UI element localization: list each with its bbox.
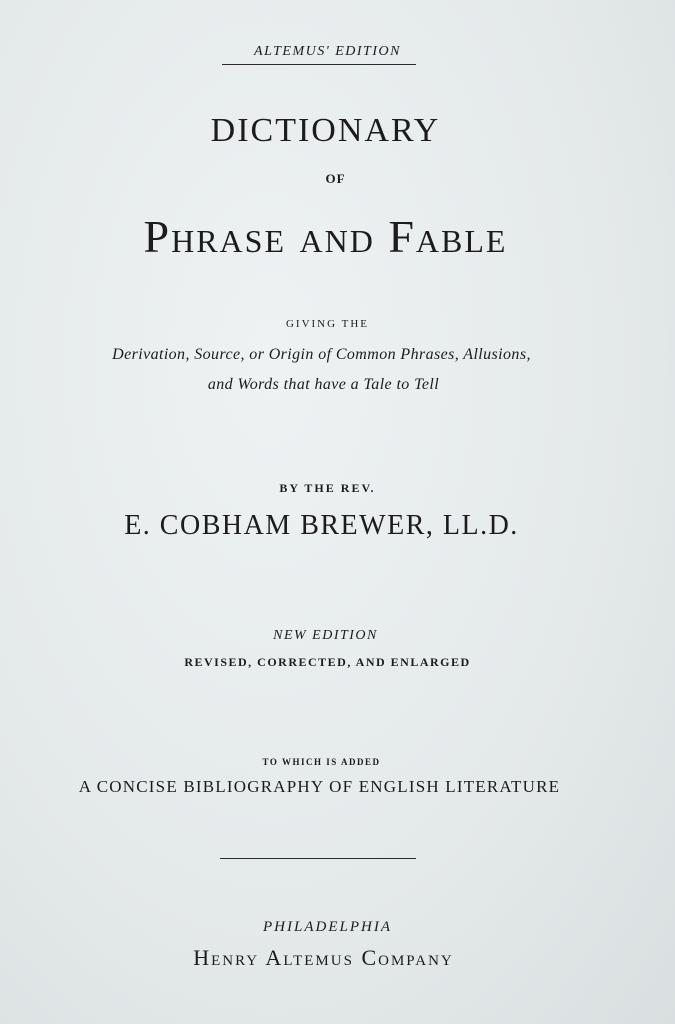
subtitle-line-2: and Words that have a Tale to Tell [207, 376, 440, 393]
edition-label: ALTEMUS' EDITION [254, 44, 401, 59]
divider-rule [220, 858, 416, 859]
author-name: E. COBHAM BREWER, LL.D. [124, 510, 519, 541]
subtitle-line-1: Derivation, Source, or Origin of Common Phrases, Allusions, [112, 346, 531, 363]
publisher-city: PHILADELPHIA [263, 919, 392, 935]
publisher-name: Henry Altemus Company [193, 945, 454, 970]
new-edition-label: NEW EDITION [273, 628, 378, 643]
book-title-dictionary: DICTIONARY [210, 112, 441, 149]
book-title-main: Phrase and Fable [143, 211, 508, 262]
by-the-rev-label: BY THE REV. [279, 481, 376, 495]
revised-note: REVISED, CORRECTED, AND ENLARGED [184, 655, 471, 669]
edition-underline [222, 64, 416, 65]
book-title-of: OF [325, 171, 346, 186]
to-which-is-added-label: TO WHICH IS ADDED [262, 757, 381, 767]
bibliography-title: A CONCISE BIBLIOGRAPHY OF ENGLISH LITERATURE [78, 777, 561, 796]
giving-the-label: GIVING THE [285, 318, 370, 330]
